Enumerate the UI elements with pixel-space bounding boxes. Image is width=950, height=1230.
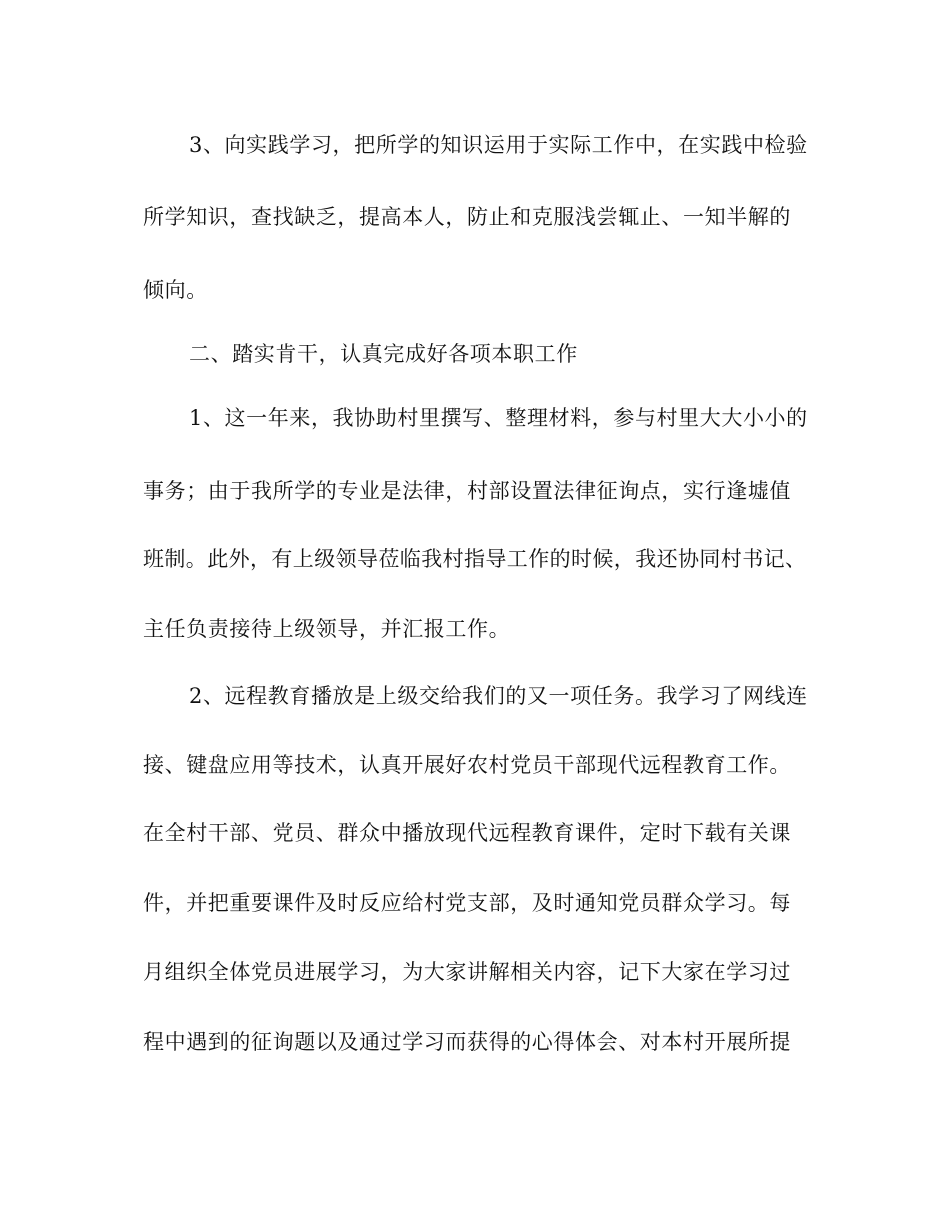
paragraph-line: 月组织全体党员进展学习，为大家讲解相关内容，记下大家在学习过 [143, 960, 791, 984]
section-heading: 二、踏实肯干，认真完成好各项本职工作 [189, 342, 578, 366]
paragraph-line: 倾向。 [143, 278, 208, 302]
paragraph-line: 接、键盘应用等技术，认真开展好农村党员干部现代远程教育工作。 [143, 753, 791, 777]
paragraph-line: 程中遇到的征询题以及通过学习而获得的心得体会、对本村开展所提 [143, 1030, 791, 1054]
paragraph-line: 件，并把重要课件及时反应给村党支部，及时通知党员群众学习。每 [143, 891, 791, 915]
paragraph-line: 所学知识，查找缺乏，提高本人，防止和克服浅尝辄止、一知半解的 [143, 205, 791, 229]
paragraph-line: 在全村干部、党员、群众中播放现代远程教育课件，定时下载有关课 [143, 821, 791, 845]
paragraph-line: 1、这一年来，我协助村里撰写、整理材料，参与村里大大小小的 [189, 406, 808, 430]
paragraph-line: 主任负责接待上级领导，并汇报工作。 [143, 617, 511, 641]
paragraph-line: 事务；由于我所学的专业是法律，村部设置法律征询点，实行逢墟值 [143, 479, 791, 503]
paragraph-line: 班制。此外，有上级领导莅临我村指导工作的时候，我还协同村书记、 [143, 547, 807, 571]
paragraph-line: 2、远程教育播放是上级交给我们的又一项任务。我学习了网线连 [189, 684, 808, 708]
paragraph-line: 3、向实践学习，把所学的知识运用于实际工作中，在实践中检验 [189, 133, 808, 157]
